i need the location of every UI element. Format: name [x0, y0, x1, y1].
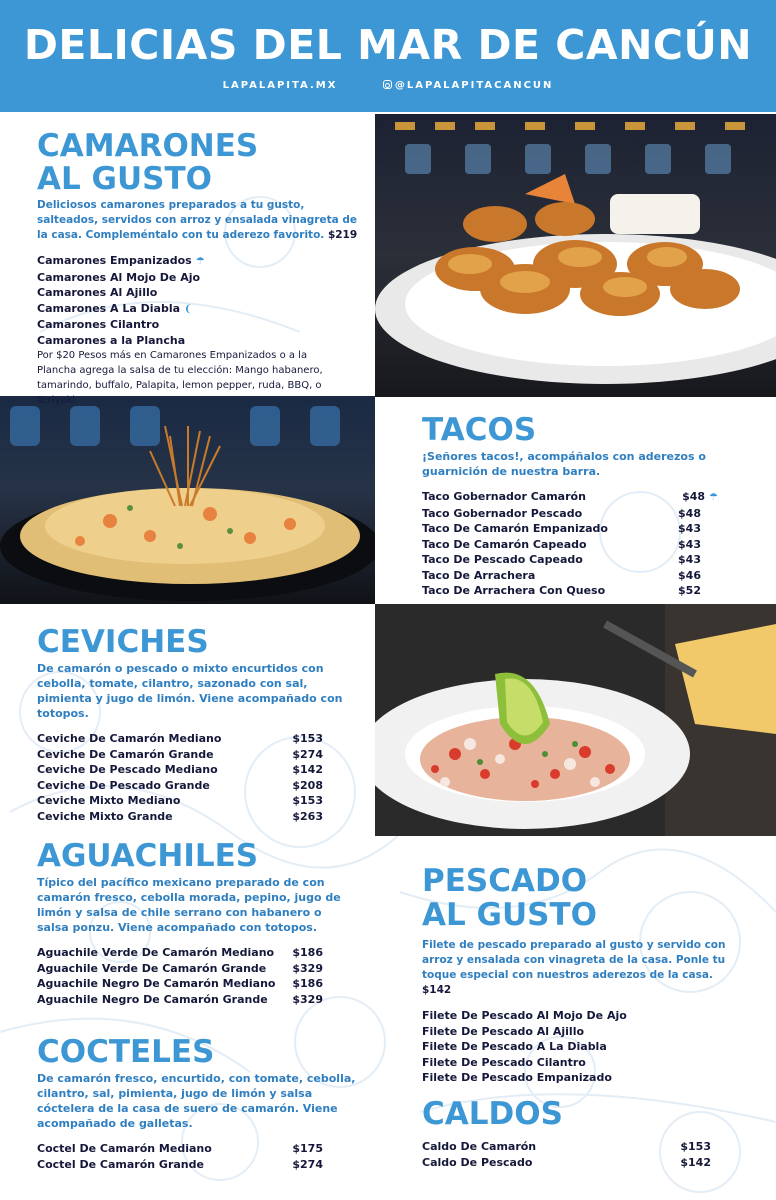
list-item: Camarones Empanizados ☂ — [37, 253, 367, 270]
section-title: COCTELES — [37, 1034, 215, 1070]
item-list — [422, 1008, 742, 1086]
list-item: Taco De Arrachera $46 — [422, 568, 701, 582]
section-aguachiles — [37, 840, 357, 1007]
section-camarones — [37, 130, 367, 408]
item-list — [422, 489, 718, 599]
list-item: Aguachile Verde De Camarón Mediano $186 — [37, 946, 323, 959]
list-item: Ceviche De Camarón Grande $274 — [37, 747, 323, 761]
list-item: Taco De Camarón Empanizado $43 — [422, 522, 701, 535]
header-links — [0, 79, 776, 91]
instagram-icon — [383, 80, 392, 89]
photo-fried-shrimp — [375, 114, 776, 397]
item-list — [37, 731, 323, 824]
list-item: Camarones a la Plancha — [37, 333, 186, 347]
section-description: Típico del pacífico mexicano preparado de con camarón fresco, cebolla morada, pepino, jugo de limón y salsa de chile serrano con habanero o salsa ponzu. Viene acompañado con totopos. — [37, 876, 341, 934]
section-title: CAMARONES AL GUSTO — [37, 128, 259, 197]
photo-shrimp-pasta — [0, 396, 375, 604]
section-title: AGUACHILES — [37, 838, 259, 874]
list-item: Taco De Pescado Capeado $43 — [422, 553, 701, 566]
list-item: Coctel De Camarón Mediano $175 — [37, 1142, 323, 1155]
photo-ceviche — [375, 604, 776, 836]
list-item: Taco De Arrachera Con Queso $52 — [422, 584, 701, 597]
section-cocteles — [37, 1036, 357, 1172]
section-note: Por $20 Pesos más en Camarones Empanizados o a la Plancha agrega la salsa de tu elección: Mango habanero, tamarindo, buffalo, Palapita, lemon pepper, ruda, BBQ, o Teriyaki. — [37, 350, 323, 406]
list-item: Camarones Al Mojo De Ajo — [37, 270, 201, 284]
section-description: Deliciosos camarones preparados a tu gusto, salteados, servidos con arroz y ensalada vinagreta de la casa. Compleméntalo con tu aderezo favorito. $219 — [37, 199, 358, 241]
section-description: De camarón fresco, encurtido, con tomate, cebolla, cilantro, sal, pimienta, jugo de limón y salsa cóctelera de la casa de suero de camarón. Viene acompañado de galletas. — [37, 1072, 356, 1130]
list-item: Filete De Pescado Al Ajillo — [422, 1024, 585, 1038]
item-list — [37, 945, 323, 1007]
list-item: Camarones Cilantro — [37, 318, 160, 331]
section-description: ¡Señores tacos!, acompáñalos con aderezos o guarnición de nuestra barra. — [422, 450, 706, 478]
list-item: Ceviche De Camarón Mediano $153 — [37, 732, 323, 745]
list-item: Caldo De Pescado $142 — [422, 1155, 711, 1169]
section-title: TACOS — [422, 412, 537, 448]
list-item: Caldo De Camarón $153 — [422, 1140, 711, 1153]
header-banner — [0, 0, 776, 112]
section-title: CALDOS — [422, 1096, 563, 1132]
item-list — [37, 253, 367, 348]
list-item: Ceviche Mixto Mediano $153 — [37, 794, 323, 807]
section-pescado — [422, 864, 742, 1086]
website-link[interactable]: LAPALAPITA.MX — [222, 80, 338, 91]
section-title: CEVICHES — [37, 624, 209, 660]
list-item: Aguachile Verde De Camarón Grande $329 — [37, 961, 323, 975]
section-title: PESCADO AL GUSTO — [422, 863, 597, 933]
list-item: Ceviche Mixto Grande $263 — [37, 809, 323, 823]
list-item: Camarones Al Ajillo — [37, 286, 158, 299]
menu-title: DELICIAS DEL MAR DE CANCÚN — [23, 21, 753, 69]
section-description: De camarón o pescado o mixto encurtidos con cebolla, tomate, cilantro, sazonado con sal, pimienta y jugo de limón. Viene acompañado con totopos. — [37, 662, 343, 720]
umbrella-icon: ☂ — [709, 492, 718, 503]
section-caldos — [422, 1098, 732, 1170]
section-price: $142 — [422, 984, 452, 996]
section-price: $219 — [327, 229, 358, 241]
section-ceviches — [37, 626, 357, 824]
section-description: Filete de pescado preparado al gusto y servido con arroz y ensalada con vinagreta de la casa. Ponle tu toque especial con nuestros aderezos de la casa. $142 — [422, 939, 726, 996]
item-list — [422, 1139, 711, 1170]
list-item: Ceviche De Pescado Grande $208 — [37, 778, 323, 792]
list-item: Camarones A La Diabla ❨ — [37, 301, 367, 318]
instagram-link[interactable]: @LAPALAPITACANCUN — [383, 79, 553, 91]
chili-icon: ❨ — [184, 303, 193, 315]
umbrella-icon: ☂ — [195, 256, 205, 267]
list-item: Ceviche De Pescado Mediano $142 — [37, 763, 323, 776]
list-item: Aguachile Negro De Camarón Mediano $186 — [37, 977, 323, 990]
item-list — [37, 1141, 323, 1172]
list-item: Filete De Pescado Cilantro — [422, 1055, 586, 1069]
list-item: Filete De Pescado A La Diabla — [422, 1040, 607, 1053]
list-item: Taco Gobernador Camarón $48 ☂ — [422, 489, 718, 506]
list-item: Taco Gobernador Pescado $48 — [422, 506, 701, 520]
list-item: Filete De Pescado Empanizado — [422, 1071, 612, 1084]
list-item: Aguachile Negro De Camarón Grande $329 — [37, 992, 323, 1006]
list-item: Filete De Pescado Al Mojo De Ajo — [422, 1009, 627, 1022]
list-item: Taco De Camarón Capeado $43 — [422, 537, 701, 551]
list-item: Coctel De Camarón Grande $274 — [37, 1157, 323, 1171]
section-tacos — [422, 414, 732, 599]
